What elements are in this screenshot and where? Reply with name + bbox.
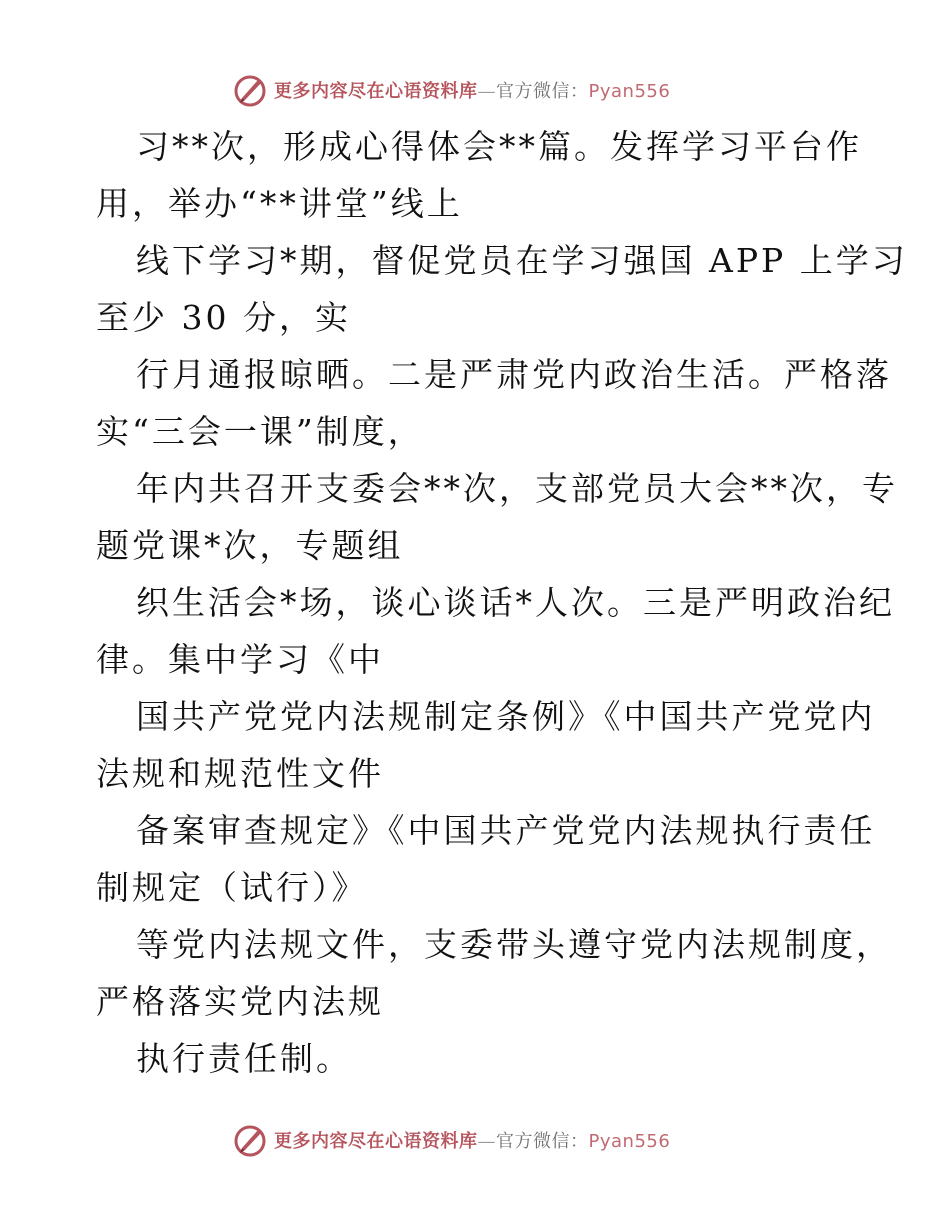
footer-banner bbox=[232, 1120, 752, 1160]
banner-wechat-label: 官方微信： bbox=[496, 1131, 589, 1152]
banner-text bbox=[274, 1127, 670, 1153]
banner-main-text: 更多内容尽在心语资料库 bbox=[274, 81, 478, 102]
text-line: 至少 30 分，实 bbox=[96, 298, 351, 337]
banner-text bbox=[274, 77, 670, 103]
banner-dash: — bbox=[477, 1131, 496, 1152]
banner-wechat-id: Pyan556 bbox=[588, 1131, 671, 1152]
text-line: 执行责任制。 bbox=[136, 1039, 352, 1078]
text-line: 制规定（试行）》 bbox=[96, 868, 368, 907]
text-line: 年内共召开支委会**次，支部党员大会**次，专 bbox=[136, 469, 898, 508]
quill-seal-icon bbox=[232, 1122, 268, 1158]
quill-seal-icon bbox=[232, 72, 268, 108]
text-line: 习**次，形成心得体会**篇。发挥学习平台作 bbox=[136, 127, 862, 166]
text-line: 题党课*次，专题组 bbox=[96, 526, 404, 565]
banner-dash: — bbox=[477, 81, 496, 102]
banner-wechat-label: 官方微信： bbox=[496, 81, 589, 102]
banner-main-text: 更多内容尽在心语资料库 bbox=[274, 1131, 478, 1152]
text-line: 行月通报晾晒。二是严肃党内政治生活。严格落 bbox=[136, 355, 892, 394]
text-line: 律。集中学习《中 bbox=[96, 640, 384, 679]
text-line: 严格落实党内法规 bbox=[96, 982, 384, 1021]
document-body bbox=[96, 118, 908, 1087]
text-line: 实“三会一课”制度， bbox=[96, 412, 424, 451]
text-line: 法规和规范性文件 bbox=[96, 754, 384, 793]
text-line: 等党内法规文件，支委带头遵守党内法规制度， bbox=[136, 925, 892, 964]
text-line: 国共产党党内法规制定条例》《中国共产党党内 bbox=[136, 697, 876, 736]
header-banner bbox=[232, 70, 752, 110]
banner-wechat-id: Pyan556 bbox=[588, 81, 671, 102]
text-line: 织生活会*场，谈心谈话*人次。三是严明政治纪 bbox=[136, 583, 895, 622]
text-line: 备案审查规定》《中国共产党党内法规执行责任 bbox=[136, 811, 876, 850]
text-line: 线下学习*期，督促党员在学习强国 APP 上学习 bbox=[136, 241, 908, 280]
text-line: 用，举办“**讲堂”线上 bbox=[96, 184, 463, 223]
